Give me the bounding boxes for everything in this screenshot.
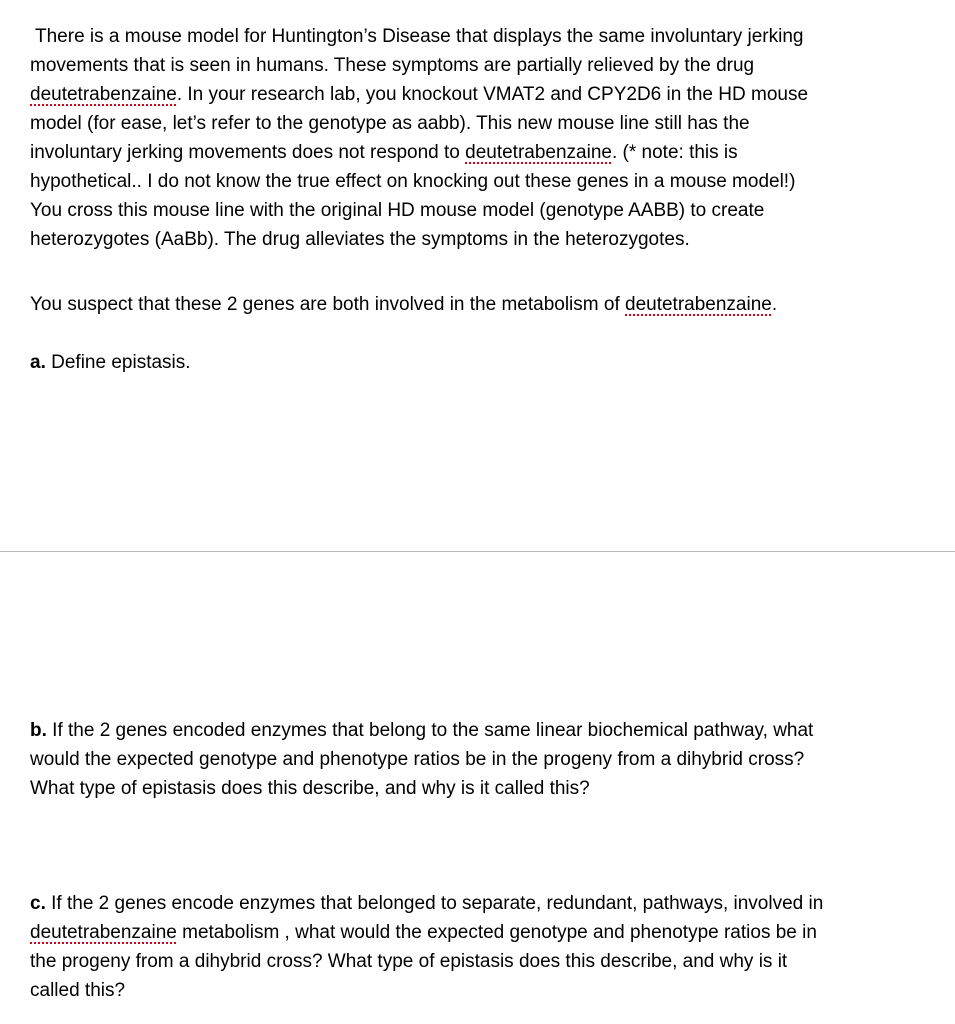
misspelled-word[interactable]: deutetrabenzaine bbox=[465, 142, 612, 163]
misspelled-word[interactable]: deutetrabenzaine bbox=[625, 294, 772, 315]
question-c-line-1 bbox=[30, 889, 823, 918]
question-text: metabolism , what would the expected genotype and phenotype ratios be in bbox=[176, 922, 817, 943]
text-run: You suspect that these 2 genes are both involved in the metabolism of bbox=[30, 294, 626, 315]
paragraph-1-line-3 bbox=[30, 80, 808, 109]
question-label: b. bbox=[30, 720, 47, 741]
page-divider bbox=[0, 551, 955, 552]
question-text: If the 2 genes encoded enzymes that belong to the same linear biochemical pathway, what bbox=[46, 720, 814, 741]
text-run: You cross this mouse line with the original HD mouse model (genotype AABB) to create bbox=[30, 200, 765, 221]
question-c-line-2 bbox=[30, 918, 817, 947]
misspelled-word[interactable]: deutetrabenzaine bbox=[30, 84, 177, 105]
paragraph-1-line-1 bbox=[35, 22, 803, 51]
question-text: would the expected genotype and phenotype ratios be in the progeny from a dihybrid cross? bbox=[30, 749, 805, 770]
text-run: . bbox=[771, 294, 778, 315]
question-c-line-3 bbox=[30, 947, 787, 976]
paragraph-1-line-8 bbox=[30, 225, 690, 254]
question-c-line-4 bbox=[30, 976, 125, 1005]
text-run: involuntary jerking movements does not respond to bbox=[30, 142, 466, 163]
paragraph-2 bbox=[30, 290, 777, 319]
question-b-line-1 bbox=[30, 716, 813, 745]
paragraph-1-line-4 bbox=[30, 109, 750, 138]
question-text: What type of epistasis does this describe, and why is it called this? bbox=[30, 778, 590, 799]
question-text: If the 2 genes encode enzymes that belonged to separate, redundant, pathways, involved in bbox=[45, 893, 824, 914]
paragraph-1-line-2 bbox=[30, 51, 754, 80]
text-run: movements that is seen in humans. These symptoms are partially relieved by the drug bbox=[30, 55, 755, 76]
misspelled-word[interactable]: deutetrabenzaine bbox=[30, 922, 177, 943]
question-text: called this? bbox=[30, 980, 126, 1001]
question-label: a. bbox=[30, 352, 46, 373]
question-a bbox=[30, 348, 191, 377]
paragraph-1-line-5 bbox=[30, 138, 738, 167]
text-run: heterozygotes (AaBb). The drug alleviates the symptoms in the heterozygotes. bbox=[30, 229, 690, 250]
question-text: Define epistasis. bbox=[45, 352, 191, 373]
text-run: hypothetical.. I do not know the true effect on knocking out these genes in a mouse model!) bbox=[30, 171, 796, 192]
text-run: . In your research lab, you knockout VMAT2 and CPY2D6 in the HD mouse bbox=[176, 84, 809, 105]
text-run: . (* note: this is bbox=[611, 142, 738, 163]
question-text: the progeny from a dihybrid cross? What type of epistasis does this describe, and why is it bbox=[30, 951, 788, 972]
question-b-line-2 bbox=[30, 745, 804, 774]
text-run: model (for ease, let’s refer to the genotype as aabb). This new mouse line still has the bbox=[30, 113, 750, 134]
question-b-line-3 bbox=[30, 774, 590, 803]
text-run: There is a mouse model for Huntington’s Disease that displays the same involuntary jerking bbox=[35, 26, 804, 47]
paragraph-1-line-7 bbox=[30, 196, 764, 225]
question-label: c. bbox=[30, 893, 46, 914]
paragraph-1-line-6 bbox=[30, 167, 795, 196]
